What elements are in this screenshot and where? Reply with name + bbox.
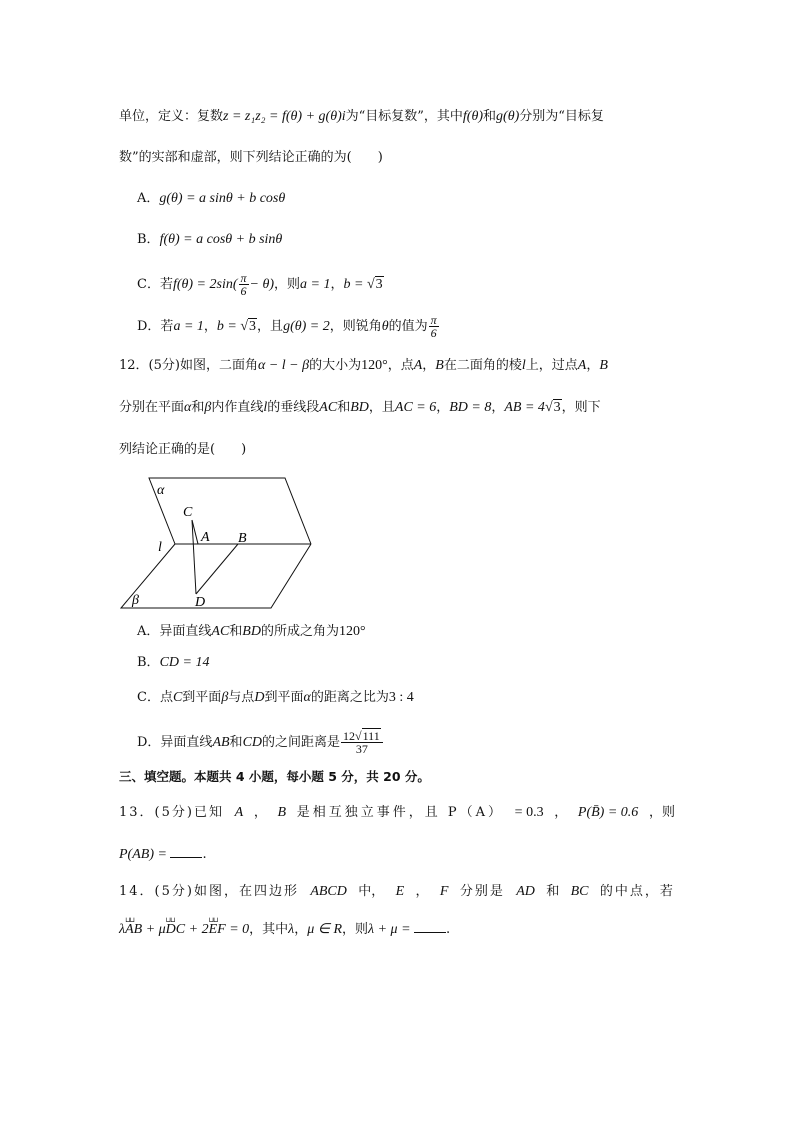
option-math: a = 1 [173, 319, 204, 334]
q14-line1 [119, 882, 675, 902]
option-label: C．点 [137, 690, 173, 705]
q12-math: α [184, 400, 192, 415]
q12-text: ，且 [368, 400, 395, 415]
q12-math: B [599, 358, 608, 373]
sqrt-icon: √ [544, 400, 553, 415]
q14-math: F [439, 884, 449, 899]
option-math: b = [343, 277, 367, 292]
q11-text: 单位，定义：复数 [119, 109, 224, 124]
sqrt-radicand: 111 [362, 729, 380, 743]
numerator-coefficient: 12 [343, 729, 356, 743]
option-label: B． [137, 232, 160, 247]
q13-math: A [234, 805, 244, 820]
q11-line2: 数”的实部和虚部，则下列结论正确的为( ) [119, 150, 383, 165]
option-label: D．异面直线 [137, 735, 213, 750]
option-text: 与点 [228, 690, 255, 705]
sqrt-icon: √ [240, 319, 249, 334]
q13-math: B [277, 805, 287, 820]
option-math: a = 1 [300, 277, 331, 292]
q11-option-d [137, 314, 440, 339]
sqrt-icon: √ [355, 729, 362, 743]
option-math: g(θ) = a sinθ + b cosθ [159, 191, 286, 206]
option-math: α [303, 690, 311, 705]
q12-option-d [137, 730, 384, 755]
option-text: ， [203, 319, 217, 334]
q11-line1 [119, 107, 604, 127]
q11-formula: z = z₁z₂ = f(θ) + g(θ)i [223, 109, 346, 124]
q11-math: f(θ) [462, 109, 484, 124]
fraction-denominator: 37 [355, 742, 368, 756]
q12-option-a [137, 622, 366, 642]
q12-math: B [435, 358, 444, 373]
q14-text: 14．(5分)如图，在四边形 [119, 884, 299, 899]
vector-ab: ⊔⊔ AB [125, 920, 142, 940]
label-a: A [201, 530, 210, 545]
q12-math: 120° [361, 358, 388, 373]
q14-math: + μ [142, 922, 166, 937]
q12-text: ，则下 [561, 400, 601, 415]
q12-math: BD [350, 400, 369, 415]
q12-text: ， [436, 400, 450, 415]
q12-math: A [413, 358, 423, 373]
q14-math: = 0 [225, 922, 250, 937]
option-math: g(θ) = 2 [283, 319, 330, 334]
option-text: 的值为 [388, 319, 428, 334]
q14-line2 [119, 920, 450, 940]
q12-math: AB = 4 [504, 400, 545, 415]
q11-text: 和 [483, 109, 497, 124]
option-text: 到平面 [182, 690, 222, 705]
q11-option-a [137, 189, 285, 209]
q14-math: λ [119, 922, 126, 937]
option-label: A． [137, 191, 160, 206]
q14-math: λ [288, 922, 295, 937]
q12-text: 的大小为 [309, 358, 362, 373]
q14-math: BC [570, 884, 589, 899]
option-math: β [221, 690, 229, 705]
label-beta: β [132, 593, 139, 608]
q14-text: 中， [358, 884, 385, 899]
q14-text: ，则 [342, 922, 369, 937]
option-math: θ [381, 319, 389, 334]
option-text: 的之间距离是 [262, 735, 341, 750]
option-math: b = [216, 319, 241, 334]
q14-text: ， [415, 884, 429, 899]
label-l: l [158, 540, 162, 555]
q12-math: α − l − β [257, 358, 310, 373]
q14-math: μ ∈ R [307, 922, 343, 937]
q13-text: ， [253, 805, 267, 820]
q13-math: = 0.3 [514, 805, 544, 820]
q12-math: AC [319, 400, 338, 415]
label-b: B [238, 531, 247, 546]
q14-text: 和 [546, 884, 560, 899]
q13-text: 13．(5分)已知 [119, 805, 224, 820]
q11-text: 分别为“目标复 [519, 109, 604, 124]
option-math: BD [242, 624, 261, 639]
option-math: CD [242, 735, 263, 750]
q11-math: g(θ) [496, 109, 520, 124]
q12-text: ，点 [387, 358, 414, 373]
vector-ef: ⊔⊔ EF [209, 920, 226, 940]
option-math: − θ) [249, 277, 275, 292]
q14-text: 分别是 [459, 884, 505, 899]
option-text: ，则锐角 [329, 319, 382, 334]
q14-math: AD [516, 884, 535, 899]
option-text: ， [330, 277, 344, 292]
fraction [239, 272, 249, 297]
q11-option-c [137, 272, 384, 297]
option-math: f(θ) = 2sin( [172, 277, 238, 292]
label-alpha: α [157, 483, 165, 498]
q14-text: ， [294, 922, 308, 937]
option-text: 到平面 [264, 690, 304, 705]
label-c: C [183, 505, 193, 520]
q12-text: 上，过点 [525, 358, 578, 373]
sqrt-icon: √ [366, 277, 375, 292]
answer-blank[interactable] [170, 845, 202, 858]
section-heading: 三、填空题。本题共 4 小题，每小题 5 分，共 20 分。 [119, 769, 430, 784]
q12-math: A [577, 358, 587, 373]
q12-text: ， [586, 358, 600, 373]
q12-text: 内作直线 [211, 400, 264, 415]
option-text: 的所成之角为 [260, 624, 339, 639]
option-label: D．若 [137, 319, 174, 334]
q13-text: ，则 [648, 805, 675, 820]
q13-line2 [119, 845, 207, 865]
fraction-numerator: π [240, 271, 247, 285]
sqrt-radicand: 3 [375, 277, 383, 292]
q12-option-c [137, 688, 414, 708]
option-math: D [254, 690, 265, 705]
fraction-denominator: 6 [240, 284, 247, 298]
q12-math: l [263, 400, 268, 415]
q13-text: . [202, 847, 207, 862]
q12-text: 分别在平面 [119, 400, 185, 415]
q12-text: 的垂线段 [267, 400, 320, 415]
fraction [429, 314, 439, 339]
option-label: B． [137, 655, 160, 670]
fraction-denominator: 6 [430, 326, 437, 340]
q12-line2 [119, 398, 601, 418]
q14-math: λ + μ = [368, 922, 415, 937]
dihedral-angle-figure [118, 474, 318, 614]
q13-text: ， [554, 805, 568, 820]
segment-bd [196, 544, 238, 594]
q12-text: ， [491, 400, 505, 415]
q12-option-b [137, 653, 209, 673]
plane-beta-outline [121, 544, 311, 608]
q13-line1 [119, 803, 675, 823]
option-math: AB [212, 735, 230, 750]
fraction-numerator: π [430, 313, 437, 327]
option-text: ，且 [257, 319, 284, 334]
option-math: C [172, 690, 183, 705]
q13-text: 是相互独立事件，且 P（A） [296, 805, 505, 820]
q12-text: 在二面角的棱 [443, 358, 522, 373]
label-d: D [195, 595, 206, 610]
q14-text: ，其中 [249, 922, 289, 937]
q12-line1 [119, 356, 608, 376]
sqrt-radicand: 3 [249, 319, 257, 334]
option-math: f(θ) = a cosθ + b sinθ [159, 232, 283, 247]
q11-text: 为“目标复数”，其中 [345, 109, 463, 124]
q12-text: ， [422, 358, 436, 373]
fraction [341, 730, 383, 755]
vector-dc: ⊔⊔ DC [166, 920, 185, 940]
option-text: ，则 [274, 277, 301, 292]
q14-math: ABCD [310, 884, 347, 899]
option-math: CD = 14 [159, 655, 210, 670]
option-text: 和 [229, 735, 243, 750]
q13-math: P(B̄) = 0.6 [577, 805, 639, 820]
q12-math: β [204, 400, 212, 415]
sqrt-radicand: 3 [553, 400, 561, 415]
option-label: A．异面直线 [137, 624, 212, 639]
q12-text: 12．(5分)如图，二面角 [119, 358, 258, 373]
q11-option-b [137, 230, 282, 250]
option-text: 的距离之比为 [310, 690, 389, 705]
option-math: 3 : 4 [388, 690, 414, 705]
option-label: C．若 [137, 277, 173, 292]
q12-line3: 列结论正确的是( ) [119, 442, 247, 457]
q12-math: AC = 6 [394, 400, 437, 415]
q14-text: 的中点，若 [599, 884, 675, 899]
answer-blank[interactable] [414, 920, 446, 933]
q14-math: + 2 [185, 922, 209, 937]
option-math: AC [211, 624, 230, 639]
plane-alpha-outline [149, 478, 311, 544]
q14-text: . [446, 922, 451, 937]
q12-text: 和 [337, 400, 351, 415]
q14-math: E [395, 884, 405, 899]
q12-math: l [521, 358, 526, 373]
q13-math: P(AB) = [119, 847, 171, 862]
segment-cd [192, 520, 196, 594]
option-math: 120° [338, 624, 366, 639]
option-text: 和 [229, 624, 243, 639]
q12-math: BD = 8 [449, 400, 492, 415]
q12-text: 和 [191, 400, 205, 415]
